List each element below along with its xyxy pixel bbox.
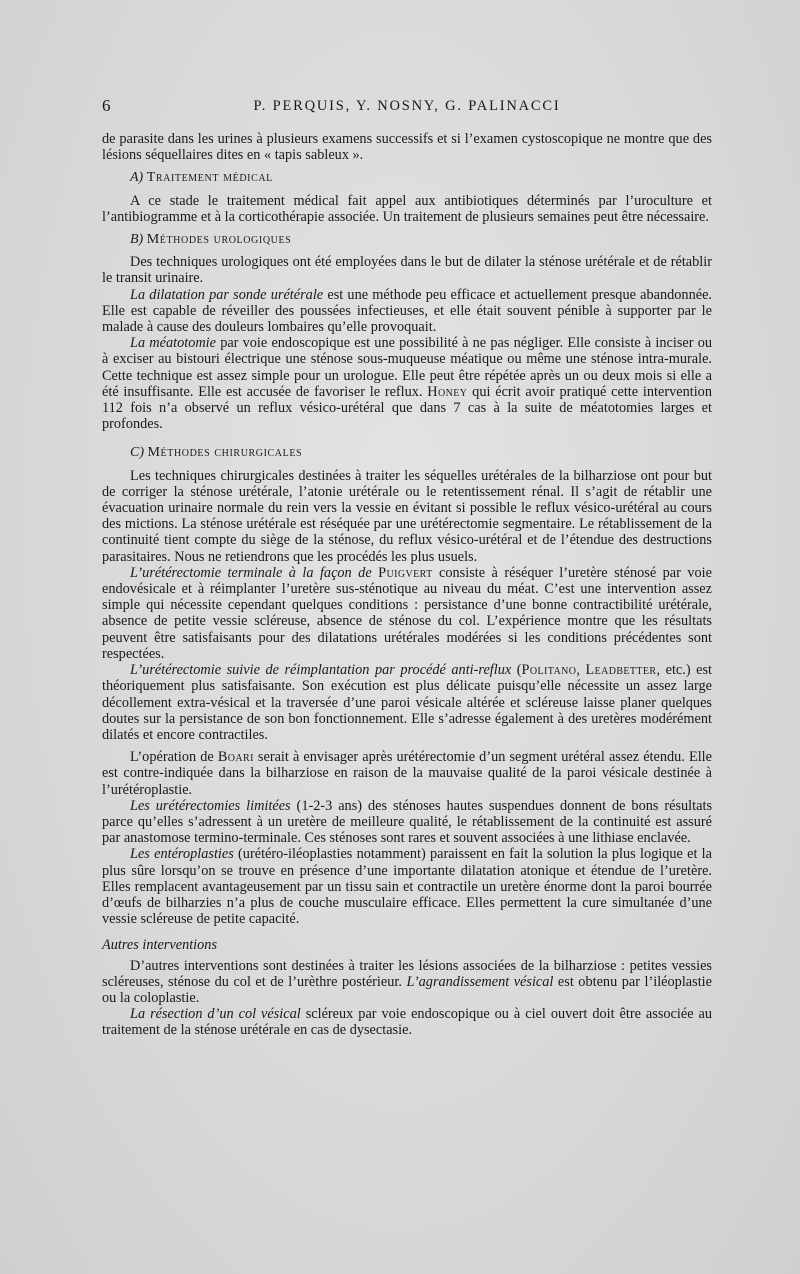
section-letter: B): [130, 232, 144, 248]
author-name: Honey: [427, 383, 468, 400]
emphasis: La dilatation par sonde urétérale: [130, 286, 324, 303]
text: consiste à réséquer l’uretère sténosé par voie endovésicale et à réimplanter l’uretère sus-sténotique au niveau du méat. C’est une intervention assez simple qui nécessite cependant quelques conditions : persistance d’une bonne contractibilité urétérale, absence de petite vessie scléreuse, absence de sténose du col. L’expérience montre que les résultats peuvent être satisfaisants pour des dilatations urétérales modérées si les conditions précédentes sont respectées.: [102, 564, 712, 662]
emphasis: La résection d’un col vésical: [130, 1006, 301, 1023]
text: scléreux par voie endoscopique ou à ciel ouvert doit être associée au traitement de la sténose urétérale en cas de dysectasie.: [102, 1006, 712, 1039]
paragraph-c5: [102, 798, 712, 847]
paragraph-b1: Des techniques urologiques ont été employées dans le but de dilater la sténose urétérale et de rétablir le transit urinaire.: [102, 254, 712, 287]
section-letter: A): [130, 170, 144, 186]
text: (urétéro-iléoplasties notamment) paraissent en fait la solution la plus logique et la plus sûre lorsqu’on se trouve en présence d’une importante dilatation atonique et étendue de l’uretère. Elles remplacent avantageusement par un tissu sain et contractile un uretère énorme dont la paroi bourrée d’œufs de bilharzies n’a plus de couche musculaire efficace. Elles permettent la cure simultanée d’une vessie scléreuse de petite capacité.: [102, 846, 712, 928]
paragraph-b2: [102, 287, 712, 336]
section-heading-c: [130, 445, 712, 461]
text: D’autres interventions sont destinées à traiter les lésions associées de la bilharziose : petites vessies scléreuses, sténose du col et de l’urèthre postérieur.: [102, 957, 712, 990]
section-heading-b: [130, 232, 712, 248]
text: est obtenu par l’iléoplastie ou la coloplastie.: [102, 973, 712, 1006]
text: L’opération de: [130, 749, 218, 766]
paragraph-c2: [102, 565, 712, 662]
text: ,: [576, 662, 586, 679]
emphasis: Les urétérectomies limitées: [130, 797, 291, 814]
paragraph-c6: [102, 846, 712, 927]
paragraph-o1: [102, 958, 712, 1007]
paragraph-a1: A ce stade le traitement médical fait appel aux antibiotiques déterminés par l’uroculture et l’antibiogramme et à la corticothérapie associée. Un traitement de plusieurs semaines peut être nécessaire.: [102, 192, 712, 225]
section-letter: C): [130, 445, 144, 461]
section-title: Méthodes urologiques: [146, 232, 292, 248]
text: est une méthode peu efficace et actuellement presque abandonnée. Elle est capable de réveiller des poussées infectieuses, et elle était souvent pénible à supporter par le malade à cause des douleurs lombaires qu’elle provoquait.: [102, 286, 712, 336]
text: par voie endoscopique est une possibilité à ne pas négliger. Elle consiste à inciser ou à exciser au bistouri électrique une sténose sous-muqueuse méatique ou même une sténose intra-murale. Cette technique est assez simple pour un urologue. Elle peut être répétée après un ou deux mois si elle a été insuffisante. Elle est accusée de favoriser le reflux.: [102, 335, 712, 400]
text: (1-2-3 ans) des sténoses hautes suspendues donnent de bons résultats parce qu’elles s’adressent à un uretère de meilleure qualité, le rétablissement de la continuité est assuré par anastomose termino-terminale. Ces sténoses sont rares et souvent associées à une lithiase enclavée.: [102, 797, 713, 847]
body-text: [102, 131, 712, 1039]
author-name: Boari: [217, 749, 254, 766]
emphasis: L’agrandissement vésical: [406, 973, 554, 990]
author-name: Puigvert: [378, 564, 433, 581]
paragraph-o2: [102, 1006, 712, 1038]
emphasis: L’urétérectomie terminale à la façon de: [130, 564, 372, 581]
section-heading-other: Autres interventions: [102, 937, 218, 954]
paragraph-c1: Les techniques chirurgicales destinées à traiter les séquelles urétérales de la bilharziose ont pour but de corriger la sténose urétérale, l’atonie urétérale ou le retentissement rénal. Il s’agit de rétablir une évacuation urinaire normale du rein vers la vessie en évitant si possible le reflux vésico-urétéral au cours des mictions. La sténose urétérale est réséquée par une urétérectomie segmentaire. Le rétablissement de la continuité tient compte du siège de la sténose, du reflux vésico-urétéral et de l’étendue des destructions parasitaires. Nous ne retiendrons que les procédés les plus usuels.: [102, 467, 712, 565]
paragraph-b3: [102, 335, 712, 432]
text: serait à envisager après urétérectomie d’un segment urétéral assez étendu. Elle est contre-indiquée dans la bilharziose en raison de la mauvaise qualité de la paroi vésicale destinée à l’urétéroplastie.: [102, 749, 712, 798]
text: (: [511, 662, 522, 679]
paragraph-c4: [102, 749, 712, 798]
paragraph-intro: de parasite dans les urines à plusieurs examens successifs et si l’examen cystoscopique ne montre que des lésions séquellaires dites en « tapis sableux ».: [102, 131, 712, 164]
running-head: P. PERQUIS, Y. NOSNY, G. PALINACCI: [253, 98, 561, 114]
section-heading-a: [130, 170, 712, 186]
text: qui écrit avoir pratiqué cette intervention 112 fois n’a observé un reflux vésico-urétéral que dans 7 cas à la suite de méatotomies larges et profondes.: [102, 383, 712, 433]
emphasis: La méatotomie: [130, 335, 216, 352]
page-number: 6: [102, 96, 111, 115]
author-name: Politano: [521, 662, 577, 679]
section-title: Méthodes chirurgicales: [147, 445, 303, 461]
text: , etc.) est théoriquement plus satisfaisante. Son exécution est plus délicate puisqu’elle nécessite un assez large décollement extra-vésical et la traversée d’une paroi vésicale altérée et scléreuse laisse planer quelques doutes sur la persistance de son bon fonctionnement. Elle s’adresse également à des uretères modérément dilatés et encore contractiles.: [102, 662, 713, 743]
paragraph-c3: [102, 662, 712, 743]
page-header: [102, 96, 712, 120]
section-title: Traitement médical: [146, 170, 273, 186]
emphasis: Les entéroplasties: [130, 846, 234, 863]
emphasis: L’urétérectomie suivie de réimplantation par procédé anti-reflux: [130, 662, 512, 679]
author-name: Leadbetter: [585, 662, 657, 679]
